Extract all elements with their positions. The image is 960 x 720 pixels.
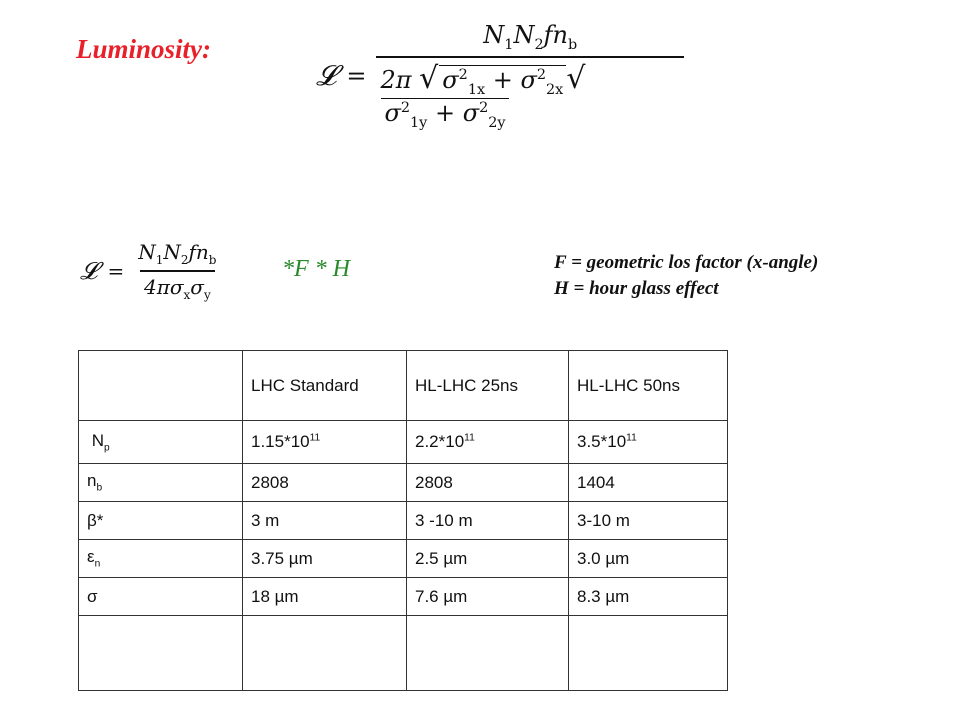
sub: 2y	[488, 114, 506, 131]
nb-sub: b	[567, 37, 578, 54]
cell-sup: 11	[309, 432, 321, 444]
cell: 3.75 µm	[243, 540, 407, 578]
equals-sign: =	[107, 259, 125, 283]
sigma-2x: σ	[520, 66, 537, 95]
table-row	[79, 578, 728, 616]
n1-symbol: N	[483, 21, 505, 50]
note-h: H = hour glass effect	[554, 278, 719, 299]
y-sub: y	[203, 288, 211, 302]
sup: 2	[536, 67, 547, 84]
cell: 2808	[243, 464, 407, 502]
sqrt-y	[381, 98, 508, 131]
cell-sup: 11	[464, 432, 475, 444]
n1-sub: 1	[504, 37, 514, 54]
cell-empty	[79, 616, 243, 691]
label-sub: b	[96, 482, 103, 494]
sup: 2	[479, 99, 489, 116]
header-cell-empty	[79, 351, 243, 421]
sigma-y: σ	[190, 275, 204, 299]
cell-empty	[569, 616, 728, 691]
label-sub: p	[104, 442, 110, 454]
sigma-2y: σ	[462, 98, 480, 127]
denominator	[140, 270, 215, 302]
numerator	[134, 240, 220, 270]
cell	[569, 421, 728, 464]
cell-empty	[243, 616, 407, 691]
cell-sup: 11	[626, 432, 637, 444]
cell	[243, 421, 407, 464]
sub: 1x	[467, 81, 486, 98]
n1-sub: 1	[155, 253, 164, 267]
cell: 18 µm	[243, 578, 407, 616]
plus: +	[485, 66, 521, 95]
cell-text: 2.2*10	[415, 432, 465, 451]
cell-text: 1.15*10	[251, 432, 310, 451]
luminosity-formula-simplified	[80, 230, 270, 312]
sqrt-sign: √	[566, 61, 586, 97]
plus: +	[427, 98, 463, 127]
note-f: F = geometric los factor (x-angle)	[554, 252, 819, 273]
sup: 2	[400, 99, 411, 116]
label-text: N	[91, 430, 105, 450]
row-label	[79, 540, 243, 578]
sub: 2x	[546, 81, 564, 98]
f-nb-symbol: fn	[543, 21, 568, 50]
table-row	[79, 540, 728, 578]
row-label: σ	[79, 578, 243, 616]
table-row	[79, 421, 728, 464]
equals-sign: =	[346, 62, 367, 90]
luminosity-symbol: 𝓛	[316, 59, 337, 92]
luminosity-formula-general	[316, 21, 684, 131]
cell-text: 3.5*10	[577, 432, 627, 451]
label-sub: n	[94, 558, 101, 570]
sup: 2	[458, 67, 468, 84]
numerator	[479, 21, 581, 56]
row-label	[79, 464, 243, 502]
n1-symbol: N	[138, 240, 156, 264]
cell: 7.6 µm	[407, 578, 569, 616]
row-label	[79, 421, 243, 464]
nb-sub: b	[208, 253, 217, 267]
table-row	[79, 502, 728, 540]
sigma-1x: σ	[442, 66, 459, 95]
header-lhc-standard: LHC Standard	[243, 351, 407, 421]
sigma-1y: σ	[384, 98, 401, 127]
fraction	[134, 240, 220, 302]
x-sub: x	[183, 288, 191, 302]
table-row	[79, 464, 728, 502]
cell: 2808	[407, 464, 569, 502]
sqrt-x	[439, 65, 566, 98]
n2-sub: 2	[534, 37, 544, 54]
f-nb-symbol: fn	[188, 240, 209, 264]
cell: 3.0 µm	[569, 540, 728, 578]
sub: 1y	[410, 114, 428, 131]
n2-symbol: N	[513, 21, 535, 50]
header-hl-lhc-50ns: HL-LHC 50ns	[569, 351, 728, 421]
slide-title: Luminosity:	[76, 34, 212, 64]
table-row-empty	[79, 616, 728, 691]
correction-factors: *F * H	[282, 256, 350, 282]
row-label: β*	[79, 502, 243, 540]
denominator	[376, 56, 684, 131]
sqrt-sign: √	[419, 61, 439, 97]
factor-notes	[554, 250, 818, 302]
parameters-table	[78, 350, 728, 691]
table-header-row	[79, 351, 728, 421]
header-hl-lhc-25ns: HL-LHC 25ns	[407, 351, 569, 421]
cell-empty	[407, 616, 569, 691]
cell: 8.3 µm	[569, 578, 728, 616]
n2-sub: 2	[180, 253, 189, 267]
luminosity-symbol: 𝓛	[80, 257, 98, 285]
label-text: ε	[87, 547, 95, 567]
n2-symbol: N	[163, 240, 181, 264]
cell: 1404	[569, 464, 728, 502]
label-text: n	[87, 471, 97, 491]
fraction	[376, 21, 684, 130]
cell: 3 m	[243, 502, 407, 540]
four-pi-sigma: 4πσ	[143, 275, 184, 299]
cell	[407, 421, 569, 464]
two-pi: 2π	[380, 66, 412, 95]
cell: 3 -10 m	[407, 502, 569, 540]
cell: 2.5 µm	[407, 540, 569, 578]
cell: 3-10 m	[569, 502, 728, 540]
